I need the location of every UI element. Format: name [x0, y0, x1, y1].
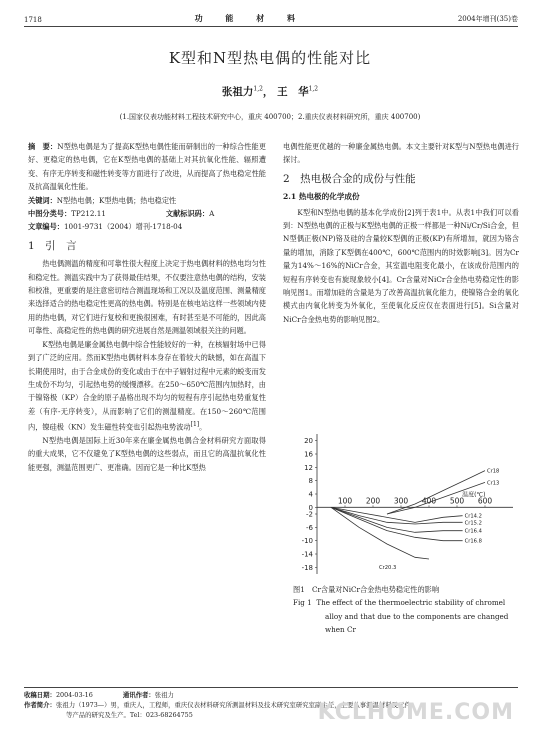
series-line — [331, 507, 463, 540]
author-separator: ， — [262, 86, 274, 98]
figure-1-chart — [283, 428, 519, 578]
author-2-affil: 1,2 — [308, 85, 319, 93]
received-date: 2004-03-16 — [55, 691, 93, 699]
clc-label: 中图分类号： — [28, 209, 72, 219]
caption-english — [283, 596, 519, 636]
y-tick-label: -14 — [301, 550, 313, 559]
figure-1-caption — [283, 583, 519, 637]
intro-paragraph-2-text: K型热电偶是廉金属热电偶中综合性能较好的一种，在核辐射场中已得到了广泛的应用。然而K型热电偶材料本身存在着较大的缺憾，如在高温下长期使用时，由于合金成份的变化或由于在中子辐射过程中元素的蜕变而发生成份不均匀，引起热电势的缓慢漂移。在250～650℃范围内加热时，由于镍铬极（KP）合金的原子晶格出现不均匀的短程有序引起热电势重复性差（有序-无序转变），从而影响了它们的测温精度。在150～260℃范围内，镍硅极（KN）发生磁性转变也引起热电势波动 — [28, 339, 266, 432]
x-tick-label: 400 — [421, 496, 437, 506]
keywords-label: 关键词： — [28, 195, 57, 205]
running-header — [24, 10, 518, 27]
article-id-value: 1001-9731（2004）增刊-1718-04 — [63, 222, 183, 232]
corresponding-author: 张祖力 — [154, 691, 174, 699]
tel-label: Tel： — [129, 711, 146, 719]
x-tick-label: 500 — [449, 496, 465, 506]
y-tick-label: 8 — [308, 477, 313, 486]
left-column — [28, 140, 266, 474]
section-2-heading: 2 热电极合金的成份与性能 — [283, 172, 416, 185]
journal-name: 功 能 材 料 — [194, 13, 305, 23]
x-tick-label: 600 — [477, 496, 493, 506]
series-label: Cr16.4 — [464, 528, 482, 535]
x-tick-label: 300 — [393, 496, 409, 506]
page-number: 1718 — [24, 16, 42, 24]
section-2-1-heading: 2.1 热电极的化学成份 — [283, 192, 360, 202]
intro-paragraph-2-end: 。 — [199, 422, 207, 432]
y-tick-label: 4 — [308, 490, 313, 499]
series-label: Cr13 — [487, 480, 500, 487]
clc-value: TP212.11 — [71, 209, 106, 219]
doc-code-value: A — [209, 209, 215, 219]
received-label: 收稿日期： — [24, 691, 56, 699]
abstract-text: N型热电偶是为了提高K型热电偶性能而研制出的一种综合性能更好、更稳定的热电偶，它在K型热电偶的基础上对其抗氧化性能、辐照遭变、有序无序转变和磁性转变等方面进行了改进，从而提高了热电稳定性能及抗高温氧化性能。 — [28, 142, 266, 192]
x-tick-label: 100 — [337, 496, 353, 506]
keywords — [28, 194, 266, 207]
section-1-heading: 1 引 言 — [28, 239, 77, 252]
x-axis-label: 温度(℃) — [462, 491, 486, 499]
bio-text: 张祖力（1973—）男，重庆人，工程师，重庆仪表材料研究所测温材料及技术研究室研究室副主任，主要从事测温材料及元件 — [55, 701, 411, 709]
classification-line — [28, 207, 266, 220]
affiliation: (1.国家仪表功能材料工程技术研究中心，重庆 400700；2.重庆仪表材料研究所，重庆 400700) — [119, 113, 421, 121]
y-tick-label: 16 — [304, 450, 313, 459]
series-label: Cr15.2 — [464, 520, 482, 527]
corresponding-label: 通讯作者： — [122, 691, 155, 699]
intro-paragraph-3: N型热电偶是国际上近30年来在廉金属热电偶合金材料研究方面取得的重大成果，它不仅避免了K型热电偶的这些弱点，而且它的高温抗氧化性能更强，测温范围更广、更准确。因而它是一种比K型热 — [28, 435, 266, 472]
series-label: Cr20.3 — [379, 565, 397, 571]
keywords-text: N型热电偶；K型热电偶；热电稳定性 — [56, 195, 177, 205]
y-tick-label: 12 — [304, 463, 313, 472]
tel-number: 023-68264755 — [145, 711, 193, 719]
citation-ref: [1] — [190, 421, 200, 429]
y-tick-label: -6 — [306, 523, 313, 532]
right-column — [283, 140, 519, 326]
author-1-affil: 1,2 — [253, 85, 263, 93]
author-1: 张祖力 — [221, 86, 254, 98]
issue-info: 2004年增刊(35)卷 — [457, 15, 518, 23]
watermark: KCLHOME.COM — [317, 700, 514, 725]
caption-english-text: The effect of the thermoelectric stability of chromel alloy and that due to the components are changed when Cr — [316, 598, 509, 635]
y-tick-label: -2 — [306, 510, 313, 519]
intro-paragraph-1: 热电偶测温的精度和可靠性很大程度上决定于热电偶材料的热电均匀性和稳定性。测温实践中为了获得最佳结果，不仅要注意热电偶的结构，安装和校准，更重要的是注意密切结合测温现场和工况以及温度范围、测量精度来选择适合的热电稳定性更高的热电偶。特别是在核电站这样一些领域内使用的热电偶，对它们进行复校和更换很困难，有时甚至是不可能的，因此高可靠性、高稳定性的热电偶的研究进展自然是测温领域很关注的问题。 — [28, 259, 266, 336]
y-tick-label: -18 — [301, 563, 313, 572]
y-tick-label: 0 — [308, 503, 313, 512]
continued-paragraph: 电偶性能更优越的一种廉金属热电偶。本文主要针对K型与N型热电偶进行探讨。 — [283, 142, 519, 165]
series-label: Cr14.2 — [464, 513, 482, 520]
intro-paragraph-2 — [28, 338, 266, 434]
caption-chinese: 图1 Cr含量对NiCr合金热电势稳定性的影响 — [293, 585, 440, 594]
abstract — [28, 140, 266, 194]
series-label: Cr18 — [487, 468, 500, 475]
author-2: 王 华 — [277, 86, 309, 98]
article-id-label: 文章编号： — [28, 222, 64, 232]
paper-title: K型和N型热电偶的性能对比 — [168, 49, 372, 67]
series-line — [331, 507, 463, 522]
y-tick-label: -10 — [301, 537, 313, 546]
series-line — [331, 507, 429, 559]
x-tick-label: 200 — [365, 496, 381, 506]
author-line — [0, 84, 540, 99]
y-tick-label: 20 — [304, 437, 313, 446]
bio-text-2: 等产品的研究及生产。 — [66, 711, 130, 719]
abstract-label: 摘 要： — [28, 142, 58, 151]
article-id-line — [28, 220, 266, 233]
bio-label: 作者简介： — [24, 701, 56, 709]
series-label: Cr16.8 — [464, 538, 482, 545]
received-line — [24, 690, 518, 700]
composition-paragraph: K型和N型热电偶的基本化学成份[2]列于表1中。从表1中我们可以看到：N型热电偶的正极与K型热电偶的正极一样都是一种Ni/Cr/Si合金，但N型偶正极(NP)铬及硅的含量较K型偶的正极(KP)有所增加，就因为铬含量的增加，消除了K型偶在400℃，600℃范围内的时效影响[3]。因为Cr量为14%～16%的NiCr合金，其室温电阻变化最小，在该成份范围内的短程有序转变也有旋现象较小[4]。Cr含量对NiCr合金热电势稳定性的影响见图1。而增加硅的含量是为了改善高温抗氧化能力，使镍铬合金的氧化模式由内氧化转变为外氧化，至使氧化反应仅在表面进行[5]。Si含量对NiCr合金热电势的影响见图2。 — [283, 207, 519, 324]
doc-code-label: 文献标识码： — [165, 209, 210, 219]
caption-english-label: Fig 1 — [293, 598, 312, 608]
